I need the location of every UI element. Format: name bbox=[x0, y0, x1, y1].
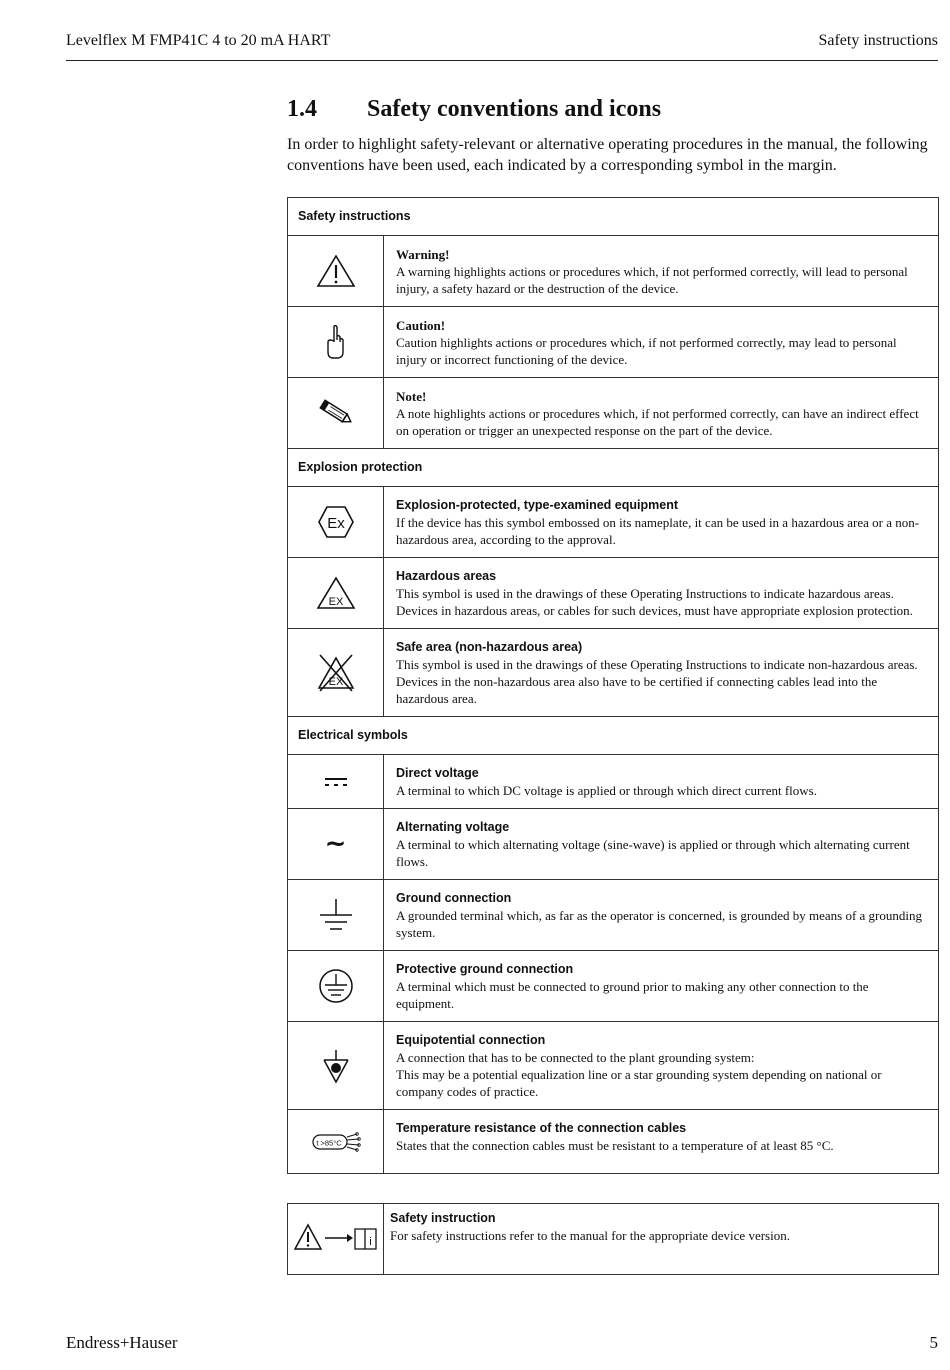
box-text: For safety instructions refer to the manual for the appropriate device version. bbox=[390, 1228, 790, 1243]
table-row bbox=[288, 629, 939, 717]
ex-triangle-icon bbox=[316, 576, 356, 610]
row-text: This symbol is used in the drawings of these Operating Instructions to indicate non-hazardous areas. Devices in the non-hazardous area also have to be certified if connecting cables lead into the hazardous area. bbox=[396, 657, 918, 706]
intro-paragraph: In order to highlight safety-relevant or alternative operating procedures in the manual, the following conventions have been used, each indicated by a corresponding symbol in the margin. bbox=[287, 136, 928, 174]
header-product-title: Levelflex M FMP41C 4 to 20 mA HART bbox=[66, 32, 331, 49]
row-text: A grounded terminal which, as far as the operator is concerned, is grounded by means of a grounding system. bbox=[396, 908, 922, 940]
row-title: Ground connection bbox=[396, 891, 512, 905]
section-heading bbox=[287, 96, 661, 123]
svg-text:i: i bbox=[368, 1235, 372, 1248]
table-row bbox=[288, 307, 939, 378]
symbols-table bbox=[287, 197, 939, 1174]
protective-ground-icon bbox=[318, 968, 354, 1004]
table-row bbox=[288, 880, 939, 951]
cable-temperature-icon bbox=[311, 1131, 361, 1153]
svg-text:Ex: Ex bbox=[326, 515, 345, 532]
category-electrical: Electrical symbols bbox=[288, 717, 939, 755]
row-title: Direct voltage bbox=[396, 766, 479, 780]
row-text: A connection that has to be connected to the plant grounding system: bbox=[396, 1050, 755, 1065]
table-row bbox=[288, 487, 939, 558]
ex-crossed-icon bbox=[316, 653, 356, 693]
category-explosion: Explosion protection bbox=[288, 449, 939, 487]
row-text: A terminal to which DC voltage is applied or through which direct current flows. bbox=[396, 783, 817, 798]
table-row bbox=[288, 236, 939, 307]
row-text: This symbol is used in the drawings of these Operating Instructions to indicate hazardous areas. Devices in hazardous areas, or cables for such devices, must have appropriate explosion protection. bbox=[396, 586, 913, 618]
footer-brand: Endress+Hauser bbox=[66, 1333, 178, 1352]
page-number: 5 bbox=[929, 1333, 938, 1352]
warning-to-manual-icon bbox=[294, 1222, 378, 1252]
row-title: Safe area (non-hazardous area) bbox=[396, 640, 583, 654]
row-text: If the device has this symbol embossed on its nameplate, it can be used in a hazardous area or a non-hazardous area, according to the approval. bbox=[396, 515, 920, 547]
table-row bbox=[288, 1204, 939, 1275]
row-text: Caution highlights actions or procedures which, if not performed correctly, may lead to personal injury or incorrect functioning of the device. bbox=[396, 335, 897, 367]
ac-voltage-icon: ~ bbox=[324, 829, 347, 859]
row-text-continued: This may be a potential equalization line or a star grounding system depending on national or company codes of practice. bbox=[396, 1067, 882, 1099]
row-title: Warning! bbox=[396, 247, 450, 262]
svg-text:EX: EX bbox=[328, 596, 343, 608]
category-row bbox=[288, 449, 939, 487]
safety-instruction-box bbox=[287, 1203, 939, 1275]
header-chapter-title: Safety instructions bbox=[818, 32, 938, 49]
row-text: A warning highlights actions or procedures which, if not performed correctly, will lead to personal injury, a safety hazard or the destruction of the device. bbox=[396, 264, 908, 296]
row-text: States that the connection cables must be resistant to a temperature of at least 85 °C. bbox=[396, 1138, 834, 1153]
warning-triangle-icon bbox=[316, 254, 356, 288]
table-row bbox=[288, 378, 939, 449]
category-row bbox=[288, 198, 939, 236]
table-row bbox=[288, 809, 939, 880]
ex-hexagon-icon bbox=[317, 505, 355, 539]
category-safety: Safety instructions bbox=[288, 198, 939, 236]
page-header bbox=[66, 30, 938, 61]
row-text: A terminal which must be connected to ground prior to making any other connection to the equipment. bbox=[396, 979, 869, 1011]
box-title: Safety instruction bbox=[390, 1211, 496, 1225]
dc-voltage-icon bbox=[323, 775, 349, 789]
table-row bbox=[288, 1022, 939, 1110]
section-number: 1.4 bbox=[287, 96, 317, 122]
row-text: A note highlights actions or procedures which, if not performed correctly, can have an indirect effect on operation or trigger an unexpected response on the part of the device. bbox=[396, 406, 919, 438]
row-title: Hazardous areas bbox=[396, 569, 497, 583]
row-title: Note! bbox=[396, 389, 427, 404]
row-title: Caution! bbox=[396, 318, 446, 333]
category-row bbox=[288, 717, 939, 755]
svg-text:EX: EX bbox=[328, 675, 343, 688]
row-title: Explosion-protected, type-examined equipment bbox=[396, 498, 678, 512]
equipotential-icon bbox=[321, 1048, 351, 1084]
ground-icon bbox=[318, 897, 354, 933]
row-text: A terminal to which alternating voltage (sine-wave) is applied or through which alternating current flows. bbox=[396, 837, 910, 869]
svg-text:t >85°C: t >85°C bbox=[315, 1138, 342, 1147]
table-row bbox=[288, 755, 939, 809]
note-pencil-icon bbox=[316, 398, 356, 428]
table-row bbox=[288, 558, 939, 629]
table-row bbox=[288, 951, 939, 1022]
row-title: Equipotential connection bbox=[396, 1033, 546, 1047]
row-title: Alternating voltage bbox=[396, 820, 510, 834]
section-title: Safety conventions and icons bbox=[367, 96, 662, 122]
table-row bbox=[288, 1110, 939, 1174]
row-title: Temperature resistance of the connection cables bbox=[396, 1121, 687, 1135]
row-title: Protective ground connection bbox=[396, 962, 574, 976]
caution-hand-icon bbox=[324, 324, 348, 360]
